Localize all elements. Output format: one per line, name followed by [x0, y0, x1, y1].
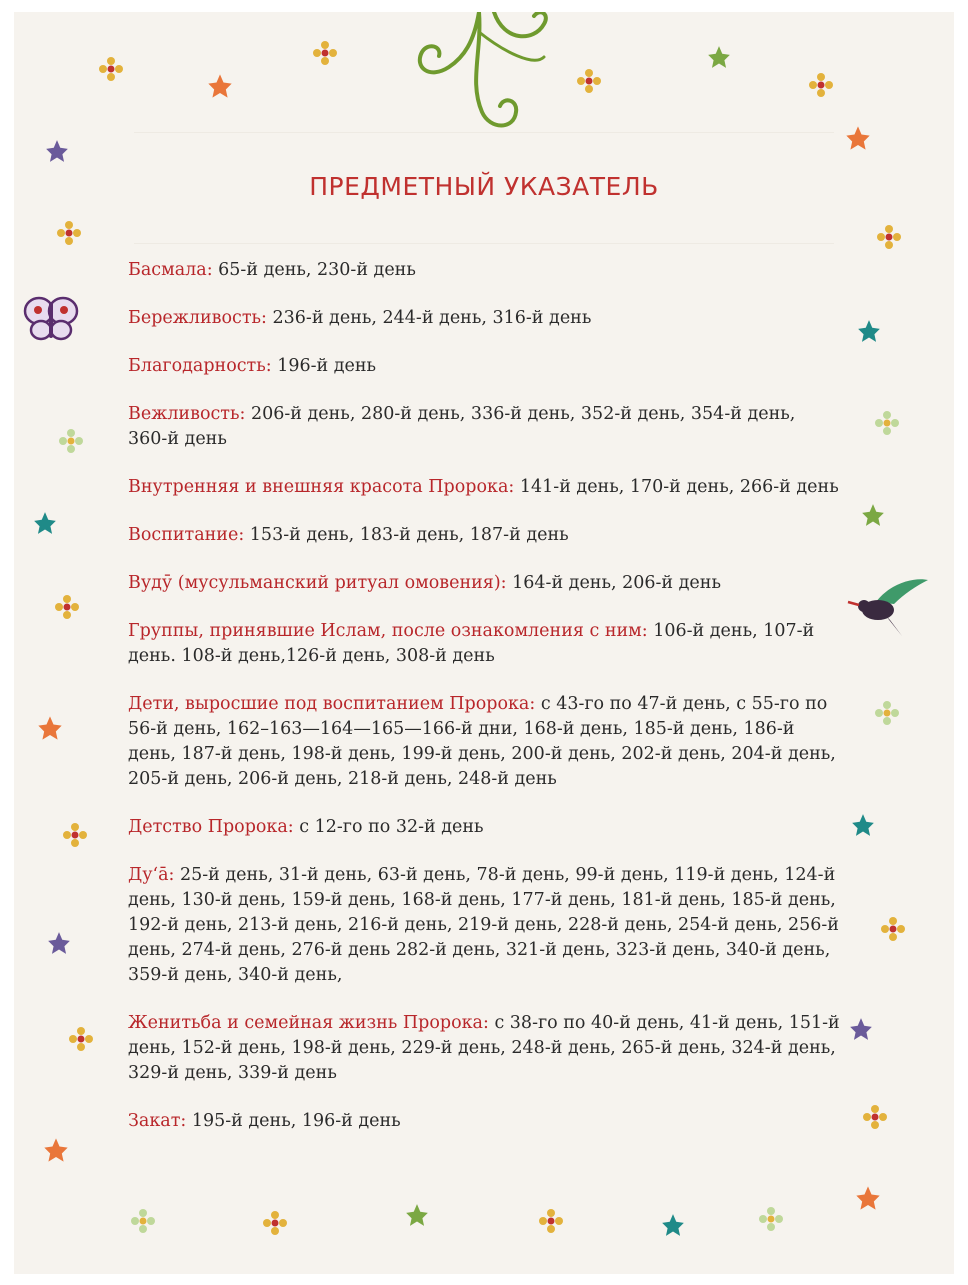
star-icon — [848, 1016, 874, 1042]
flower-icon — [262, 1210, 288, 1236]
page-title: ПРЕДМЕТНЫЙ УКАЗАТЕЛЬ — [309, 172, 659, 201]
list-item — [128, 475, 840, 500]
index-term: Благодарность: — [128, 356, 272, 376]
flower-icon — [54, 594, 80, 620]
index-refs: 153-й день, 183-й день, 187-й день — [244, 525, 569, 545]
flower-icon — [538, 1208, 564, 1234]
list-item — [128, 523, 840, 548]
index-term: Воспитание: — [128, 525, 245, 545]
index-term: Группы, принявшие Ислам, после ознакомления с ним: — [128, 621, 648, 641]
index-refs: 65-й день, 230-й день — [212, 260, 416, 280]
index-term: Дети, выросшие под воспитанием Пророка: — [128, 694, 536, 714]
star-icon — [860, 502, 886, 528]
index-term: Женитьба и семейная жизнь Пророка: — [128, 1013, 489, 1033]
index-refs: с 12-го по 32-й день — [293, 817, 484, 837]
flower-icon — [62, 822, 88, 848]
flower-icon — [880, 916, 906, 942]
index-refs: 25-й день, 31-й день, 63-й день, 78-й день, 99-й день, 119-й день, 124-й день, 130-й день, 159-й день, 168-й день, 177-й день, 181-й день, 185-й день, 192-й день, 213-й день, 216-й день, 219-й день, 228-й день, 254-й день, 256-й день, 274-й день, 276-й день 282-й день, 321-й день, 323-й день, 340-й день, 359-й день, 340-й день, — [128, 865, 839, 985]
flower-icon — [758, 1206, 784, 1232]
index-refs: 141-й день, 170-й день, 266-й день — [514, 477, 839, 497]
book-page — [14, 12, 954, 1274]
star-icon — [36, 714, 64, 742]
index-term: Вежливость: — [128, 404, 246, 424]
index-term: Закат: — [128, 1111, 187, 1131]
list-item — [128, 619, 840, 669]
star-icon — [854, 1184, 882, 1212]
flower-icon — [312, 40, 338, 66]
index-refs: 206-й день, 280-й день, 336-й день, 352-й день, 354-й день, 360-й день — [128, 404, 796, 449]
star-icon — [206, 72, 234, 100]
index-term: Детство Пророка: — [128, 817, 294, 837]
star-icon — [844, 124, 872, 152]
hummingbird-icon — [846, 572, 930, 642]
flower-icon — [808, 72, 834, 98]
index-term: Басмала: — [128, 260, 213, 280]
star-icon — [660, 1212, 686, 1238]
index-term: Бережливость: — [128, 308, 267, 328]
flower-icon — [576, 68, 602, 94]
index-refs: 164-й день, 206-й день — [506, 573, 721, 593]
flower-icon — [876, 224, 902, 250]
list-item — [128, 1011, 840, 1086]
index-list — [128, 258, 840, 1157]
star-icon — [404, 1202, 430, 1228]
flower-icon — [874, 410, 900, 436]
list-item — [128, 402, 840, 452]
index-term: Вудӯ (мусульманский ритуал омовения): — [128, 573, 507, 593]
flower-icon — [862, 1104, 888, 1130]
butterfly-icon — [22, 294, 80, 342]
flower-icon — [874, 700, 900, 726]
index-term: Ду‘а̄: — [128, 865, 175, 885]
list-item — [128, 815, 840, 840]
index-term: Внутренняя и внешняя красота Пророка: — [128, 477, 515, 497]
star-icon — [42, 1136, 70, 1164]
list-item — [128, 571, 840, 596]
index-refs: 195-й день, 196-й день — [186, 1111, 401, 1131]
list-item — [128, 1109, 840, 1134]
swirl-vine-icon — [394, 12, 564, 137]
flower-icon — [130, 1208, 156, 1234]
star-icon — [706, 44, 732, 70]
star-icon — [32, 510, 58, 536]
index-refs: 236-й день, 244-й день, 316-й день — [266, 308, 592, 328]
index-refs: с 43-го по 47-й день, с 55-го по 56-й день, 162–163—164—165—166-й дни, 168-й день, 185-й день, 186-й день, 187-й день, 198-й день, 199-й день, 200-й день, 202-й день, 204-й день, 205-й день, 206-й день, 218-й день, 248-й день — [128, 694, 836, 789]
index-refs: 106-й день, 107-й день. 108-й день,126-й день, 308-й день — [128, 621, 815, 666]
star-icon — [46, 930, 72, 956]
star-icon — [856, 318, 882, 344]
list-item — [128, 354, 840, 379]
list-item — [128, 692, 840, 792]
star-icon — [850, 812, 876, 838]
list-item — [128, 258, 840, 283]
list-item — [128, 863, 840, 988]
flower-icon — [58, 428, 84, 454]
list-item — [128, 306, 840, 331]
index-refs: 196-й день — [271, 356, 377, 376]
star-icon — [44, 138, 70, 164]
flower-icon — [98, 56, 124, 82]
index-refs: с 38-го по 40-й день, 41-й день, 151-й день, 152-й день, 198-й день, 229-й день, 248-й день, 265-й день, 324-й день, 329-й день, 339-й день — [128, 1013, 840, 1083]
flower-icon — [56, 220, 82, 246]
flower-icon — [68, 1026, 94, 1052]
